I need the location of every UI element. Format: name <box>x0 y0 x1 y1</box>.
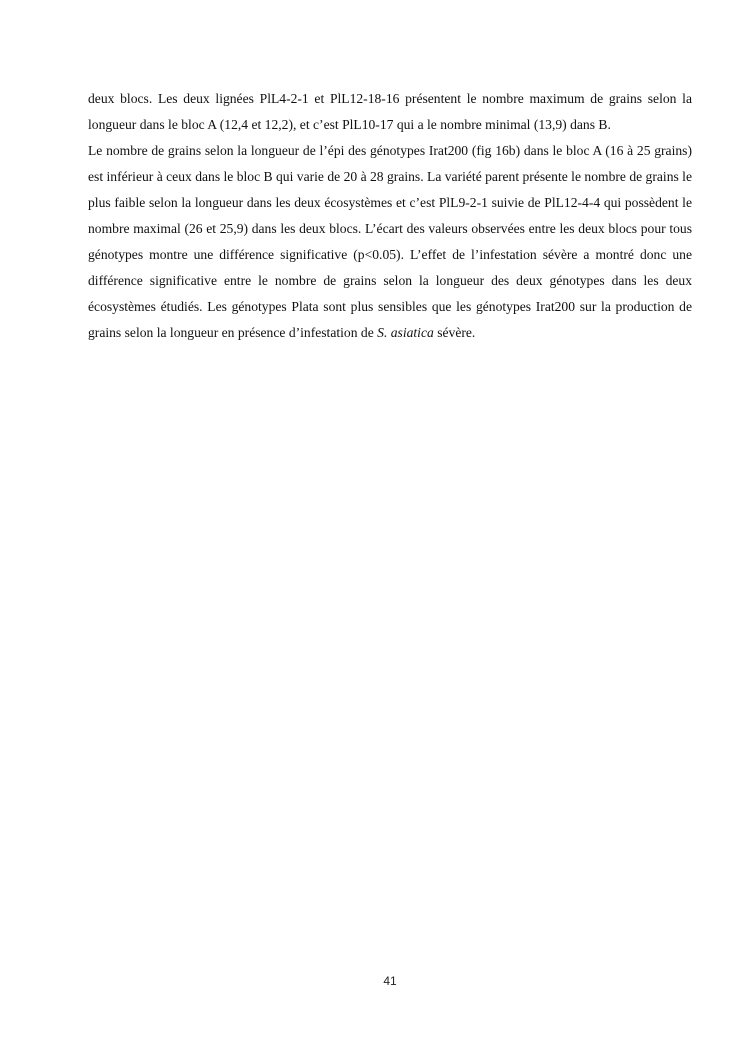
paragraph-1: deux blocs. Les deux lignées PlL4-2-1 et PlL12-18-16 présentent le nombre maximum de grains selon la longueur dans le bloc A (12,4 et 12,2), et c’est PlL10-17 qui a le nombre minimal (13,9) dans B. <box>88 91 692 132</box>
species-name: S. asiatica <box>377 325 434 340</box>
body-text <box>88 86 692 346</box>
paragraph-2-end: sévère. <box>433 325 476 340</box>
page-number: 41 <box>383 974 397 988</box>
paragraph-2 <box>88 138 692 346</box>
paragraph-2-text: Le nombre de grains selon la longueur de l’épi des génotypes Irat200 (fig 16b) dans le bloc A (16 à 25 grains) est inférieur à ceux dans le bloc B qui varie de 20 à 28 grains. La variété parent présente le nombre de grains le plus faible selon la longueur dans les deux écosystèmes et c’est PlL9-2-1 suivie de PlL12-4-4 qui possèdent le nombre maximal (26 et 25,9) dans les deux blocs. L’écart des valeurs observées entre les deux blocs pour tous génotypes montre une différence significative (p<0.05). L’effet de l’infestation sévère a montré donc une différence significative entre le nombre de grains selon la longueur des deux génotypes dans les deux écosystèmes étudiés. Les génotypes Plata sont plus sensibles que les génotypes Irat200 sur la production de grains selon la longueur en présence d’infestation de <box>88 143 692 340</box>
